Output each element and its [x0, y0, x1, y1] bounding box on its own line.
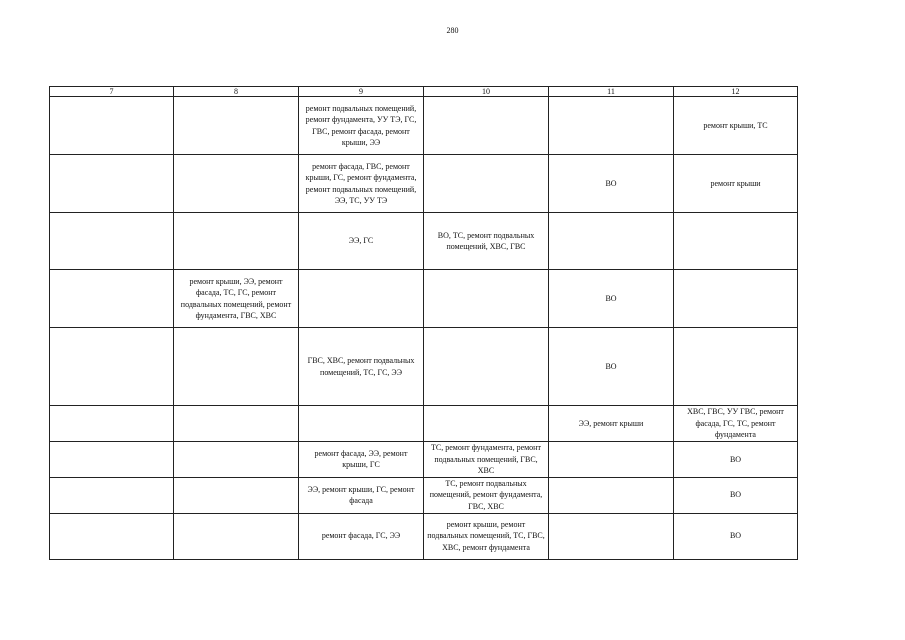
table-cell [50, 328, 174, 406]
table-cell [674, 213, 798, 270]
table-cell [50, 270, 174, 328]
table-cell [549, 477, 674, 513]
table-cell [174, 442, 299, 478]
table-row [50, 328, 798, 406]
table-header [50, 87, 798, 97]
table-cell: ремонт фасада, ГС, ЭЭ [299, 513, 424, 559]
table-cell: ВО [674, 477, 798, 513]
table-cell [424, 328, 549, 406]
table-cell: ремонт крыши, ремонт подвальных помещений, ТС, ГВС, ХВС, ремонт фундамента [424, 513, 549, 559]
table-row [50, 155, 798, 213]
table-cell: ремонт фасада, ГВС, ремонт крыши, ГС, ремонт фундамента, ремонт подвальных помещений, ЭЭ, ТС, УУ ТЭ [299, 155, 424, 213]
table-cell [299, 270, 424, 328]
table-cell [174, 213, 299, 270]
table-cell [50, 442, 174, 478]
table-cell [50, 513, 174, 559]
table-cell [50, 477, 174, 513]
table-cell [299, 406, 424, 442]
column-header: 8 [174, 87, 299, 97]
table-cell: ВО [549, 328, 674, 406]
table-cell [50, 213, 174, 270]
table-cell: ВО [674, 513, 798, 559]
repair-table [49, 86, 798, 560]
table-cell [174, 477, 299, 513]
table-row [50, 442, 798, 478]
table-cell [424, 155, 549, 213]
table-row [50, 97, 798, 155]
table-cell [674, 328, 798, 406]
column-header: 12 [674, 87, 798, 97]
page-number: 280 [446, 26, 459, 35]
table-cell [549, 213, 674, 270]
header-row [50, 87, 798, 97]
column-header: 11 [549, 87, 674, 97]
column-header: 9 [299, 87, 424, 97]
table-cell: ремонт крыши, ТС [674, 97, 798, 155]
table-cell: ремонт подвальных помещений, ремонт фундамента, УУ ТЭ, ГС, ГВС, ремонт фасада, ремонт крыши, ЭЭ [299, 97, 424, 155]
table-cell [674, 270, 798, 328]
table-cell: ремонт фасада, ЭЭ, ремонт крыши, ГС [299, 442, 424, 478]
table-row [50, 270, 798, 328]
table-cell: ВО [674, 442, 798, 478]
table-cell [50, 97, 174, 155]
table-row [50, 513, 798, 559]
table-cell [50, 406, 174, 442]
table-cell: ремонт крыши, ЭЭ, ремонт фасада, ТС, ГС, ремонт подвальных помещений, ремонт фундамента, ГВС, ХВС [174, 270, 299, 328]
table-cell [549, 513, 674, 559]
table-cell: ГВС, ХВС, ремонт подвальных помещений, ТС, ГС, ЭЭ [299, 328, 424, 406]
table-cell [174, 155, 299, 213]
table-cell [424, 270, 549, 328]
table-cell [174, 97, 299, 155]
table-row [50, 213, 798, 270]
table-cell [174, 406, 299, 442]
table-cell [549, 97, 674, 155]
table-cell: ВО, ТС, ремонт подвальных помещений, ХВС, ГВС [424, 213, 549, 270]
table-cell: ХВС, ГВС, УУ ГВС, ремонт фасада, ГС, ТС, ремонт фундамента [674, 406, 798, 442]
table-cell: ВО [549, 270, 674, 328]
table-cell: ЭЭ, ремонт крыши [549, 406, 674, 442]
table-cell [424, 406, 549, 442]
table-cell [174, 328, 299, 406]
column-header: 10 [424, 87, 549, 97]
table-cell [50, 155, 174, 213]
table-body [50, 97, 798, 560]
table-cell: ТС, ремонт подвальных помещений, ремонт фундамента, ГВС, ХВС [424, 477, 549, 513]
table-cell: ремонт крыши [674, 155, 798, 213]
table-row [50, 477, 798, 513]
table-cell: ВО [549, 155, 674, 213]
table-cell: ТС, ремонт фундамента, ремонт подвальных помещений, ГВС, ХВС [424, 442, 549, 478]
table-cell: ЭЭ, ГС [299, 213, 424, 270]
table-cell: ЭЭ, ремонт крыши, ГС, ремонт фасада [299, 477, 424, 513]
table-cell [549, 442, 674, 478]
table-row [50, 406, 798, 442]
table-cell [174, 513, 299, 559]
table-cell [424, 97, 549, 155]
column-header: 7 [50, 87, 174, 97]
